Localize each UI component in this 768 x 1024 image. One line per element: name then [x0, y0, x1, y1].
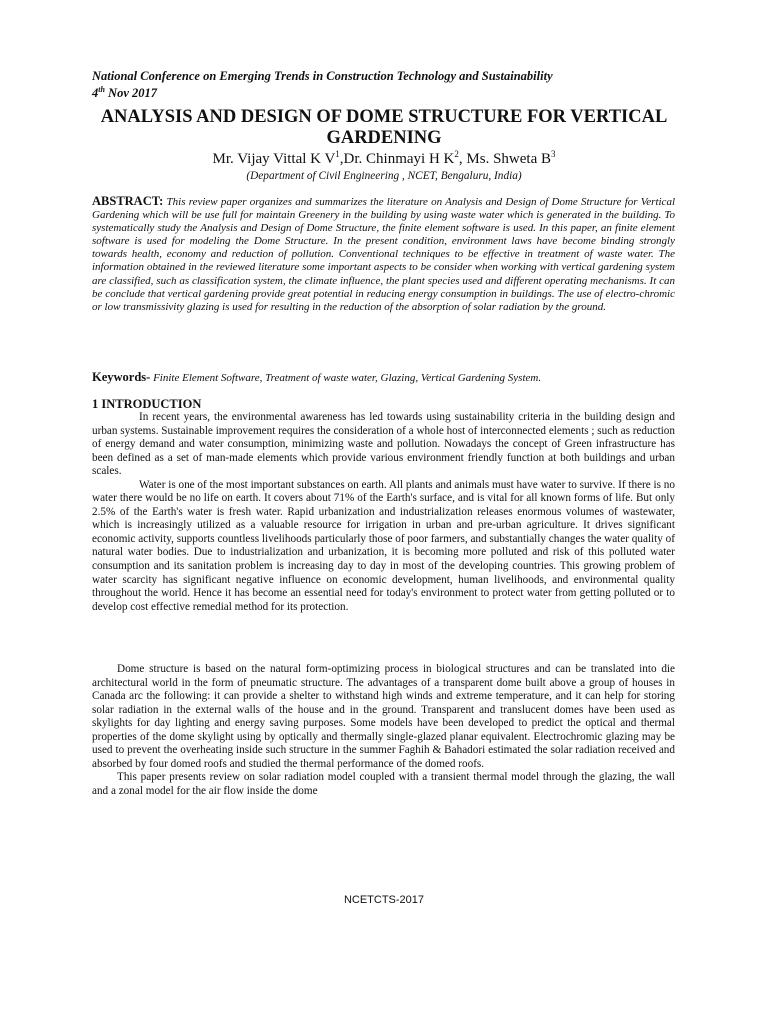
- affiliation: (Department of Civil Engineering , NCET, Bengaluru, India): [246, 170, 522, 182]
- paragraph-2: Water is one of the most important substances on earth. All plants and animals must have water to survive. If there is no water there would be no life on earth. It covers about 71% of the Earth's surface, and is vital for all known forms of life. But only 2.5% of the Earth's water is fresh water. Rapid urbanization and industrialization releases enormous volumes of wastewater, which is increasingly utilized as a valuable resource for irrigation in urban and pre-urban agriculture. It drives significant economic activity, supports countless livelihoods particularly those of poor farmers, and substantially changes the water quality of natural water bodies. Due to industrialization and urbanization, it is becoming more polluted and risk of this polluted water consumption and its sanitation problem is increasing day to day in most of the developing countries. This growing problem of water scarcity has significant negative influence on economic development, human livelihoods, and environmental quality throughout the world. Hence it has become an essential need for today's environment to protect water from getting polluted or to develop cost effective remedial method for its protection.: [92, 478, 675, 613]
- paragraph-1: In recent years, the environmental awareness has led towards using sustainability criteria in the building design and urban systems. Sustainable improvement requires the consideration of a whole host of interconnected elements ; such as reduction of energy demand and water consumption, minimizing waste and pollution. Nowadays the concept of Green infrastructure has been defined as a set of man-made elements which provide various environment friendly function at both buildings and urban scales.: [92, 411, 675, 478]
- author-2-mark: 2: [454, 149, 459, 159]
- author-2: ,Dr. Chinmayi H K: [339, 151, 455, 167]
- author-line: [60, 150, 708, 168]
- author-1-mark: 1: [335, 149, 340, 159]
- date-ordinal: th: [98, 84, 105, 94]
- date-rest: Nov 2017: [104, 86, 157, 100]
- paragraph-4: This paper presents review on solar radiation model coupled with a transient thermal model through the glazing, the wall and a zonal model for the air flow inside the dome: [92, 771, 675, 797]
- abstract-label: ABSTRACT:: [92, 194, 164, 208]
- keywords-block: [92, 370, 675, 385]
- date-day: 4: [92, 86, 99, 100]
- page-footer: NCETCTS-2017: [343, 894, 425, 906]
- dome-section-body: [92, 663, 675, 798]
- abstract-text: This review paper organizes and summarizes the literature on Analysis and Design of Dome Structure for Vertical Gardening which will be use full for maintain Greenery in the building by using waste water which is generated in the building. To systematically study the Analysis and Design of Dome Structure, the finite element software is used. In this paper, an finite element software is used for modeling the Dome Structure. In the present condition, environment laws have become binding strongly towards health, economy and reduction of pollution. Conventional techniques to be effective in treatment of waste water. The information obtained in the reviewed literature some important aspects to be consider when working with vertical gardening system are classified, such as classification system, the climate influence, the plant species used and different operating mechanisms. It can be conclude that vertical gardening provide great potential in reducing energy consumption in buildings. The use of electro-chromic or low transmissivity glazing is used for resulting in the reduction of the absorption of solar radiation by the ground.: [92, 196, 675, 313]
- abstract-block: [92, 195, 675, 314]
- introduction-body: [92, 411, 675, 614]
- keywords-label: Keywords-: [92, 370, 151, 384]
- author-1: Mr. Vijay Vittal K V: [212, 151, 336, 167]
- author-3: , Ms. Shweta B: [458, 151, 551, 167]
- paper-title: ANALYSIS AND DESIGN OF DOME STRUCTURE FOR VERTICAL GARDENING: [100, 107, 668, 148]
- keywords-text: Finite Element Software, Treatment of waste water, Glazing, Vertical Gardening System.: [153, 372, 542, 384]
- conference-header: [92, 68, 692, 102]
- author-3-mark: 3: [550, 149, 556, 159]
- conference-date: [92, 85, 692, 102]
- paragraph-3: Dome structure is based on the natural form-optimizing process in biological structures and can be translated into die architectural world in the form of pneumatic structure. The advantages of a transparent dome built above a group of houses in Canada arc the following: it can provide a shelter to withstand high winds and extreme temperature, and it can help for storing solar radiation in the external walls of the house and in the ground. Transparent and translucent domes have been used as skylights for day lighting and energy saving purposes. Some models have been developed to predict the optical and thermal properties of the dome skylight using by optically and thermally single-glazed planar equivalent. Electrochromic glazing may be used to prevent the overheating inside such structure in the summer Faghih & Bahadori estimated the solar radiation received and absorbed by four domed roofs and studied the thermal performance of the domed roofs.: [92, 663, 675, 770]
- section-heading: 1 INTRODUCTION: [92, 397, 202, 411]
- conference-name: National Conference on Emerging Trends in Construction Technology and Sustainability: [92, 69, 553, 83]
